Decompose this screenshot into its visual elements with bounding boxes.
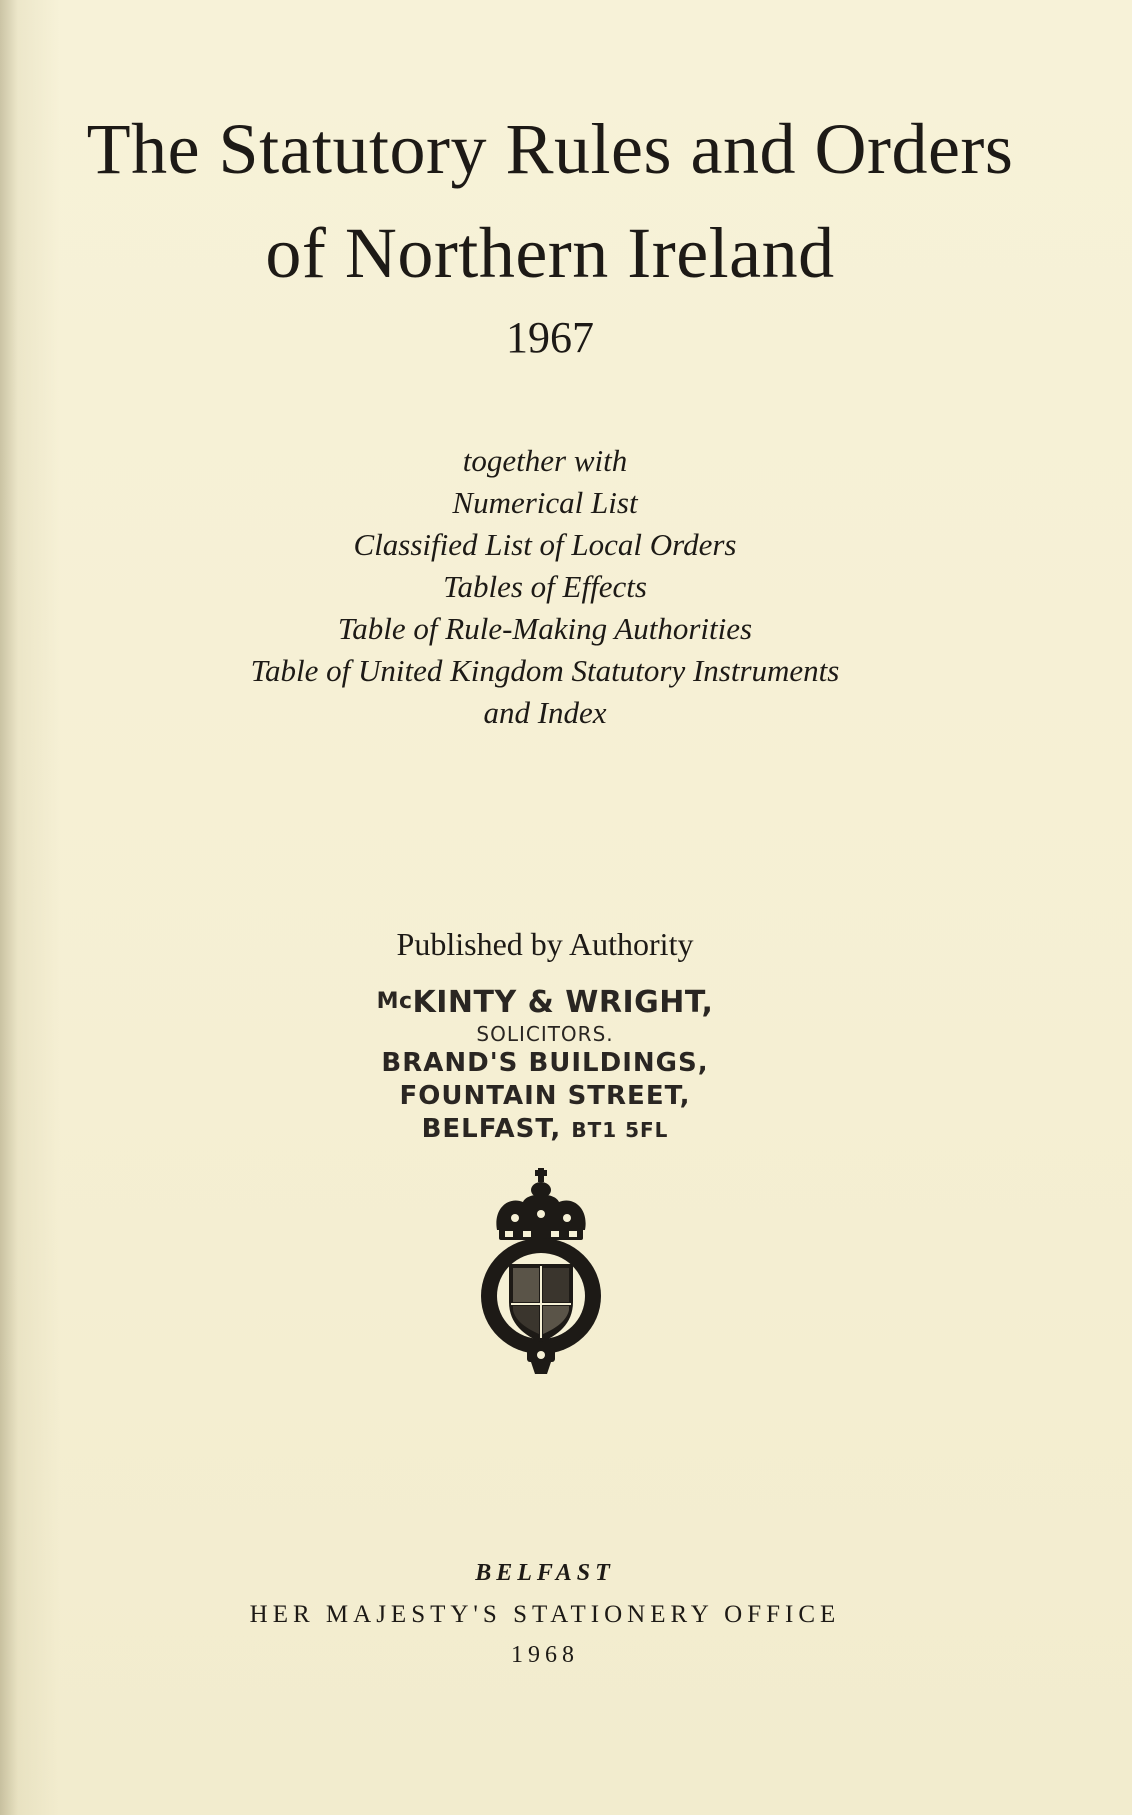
contents-item: together with bbox=[462, 443, 628, 478]
contents-item: Tables of Effects bbox=[443, 569, 647, 604]
contents-item: Table of United Kingdom Statutory Instruments bbox=[250, 653, 840, 688]
stamp-firm-name bbox=[0, 984, 1090, 1021]
contents-list bbox=[0, 440, 1090, 734]
royal-coat-of-arms-icon bbox=[475, 1168, 607, 1374]
imprint-city: BELFAST bbox=[475, 1560, 615, 1586]
contents-item: Numerical List bbox=[452, 485, 638, 520]
contents-item: and Index bbox=[483, 695, 607, 730]
stamp-firm-prefix: Mc bbox=[376, 989, 413, 1014]
stamp-address-line-1: BRAND'S BUILDINGS, bbox=[381, 1048, 709, 1078]
stamp-firm-rest: KINTY & WRIGHT, bbox=[412, 985, 714, 1020]
page-title-line-2: of Northern Ireland bbox=[265, 213, 835, 293]
stamp-postcode: BT1 5FL bbox=[571, 1118, 669, 1142]
stamp-address-line-2: FOUNTAIN STREET, bbox=[399, 1081, 691, 1111]
stamp-city: BELFAST, bbox=[421, 1114, 562, 1144]
published-by-line: Published by Authority bbox=[396, 926, 694, 962]
stamp-city-line bbox=[0, 1113, 1090, 1147]
page-title-line-1: The Statutory Rules and Orders bbox=[86, 109, 1014, 189]
imprint-publisher: HER MAJESTY'S STATIONERY OFFICE bbox=[249, 1601, 841, 1628]
solicitor-stamp bbox=[0, 984, 1090, 1147]
contents-item: Table of Rule-Making Authorities bbox=[337, 611, 753, 646]
imprint-year: 1968 bbox=[511, 1642, 579, 1668]
volume-year: 1967 bbox=[506, 313, 594, 362]
stamp-role: SOLICITORS. bbox=[476, 1022, 614, 1046]
contents-item: Classified List of Local Orders bbox=[353, 527, 737, 562]
